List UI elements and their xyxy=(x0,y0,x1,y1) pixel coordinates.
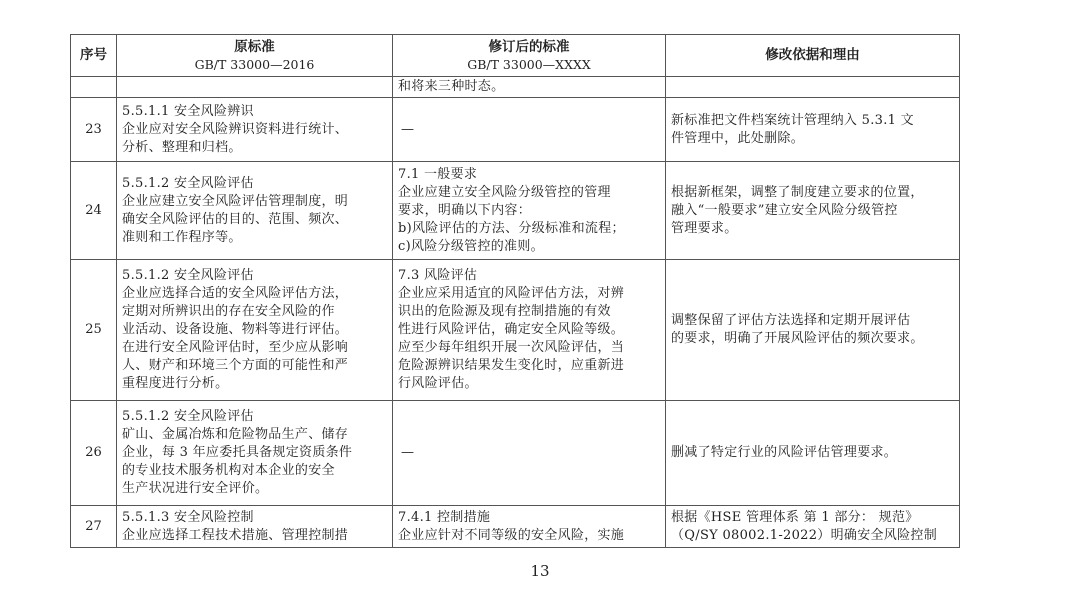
row-reason: 调整保留了评估方法选择和定期开展评估 的要求，明确了开展风险评估的频次要求。 xyxy=(666,260,960,401)
row-original: 5.5.1.1 安全风险辨识 企业应对安全风险辨识资料进行统计、 分析、整理和归档。 xyxy=(117,98,393,162)
row-original: 5.5.1.2 安全风险评估 企业应建立安全风险评估管理制度，明 确安全风险评估的目的、范围、频次、 准则和工作程序等。 xyxy=(117,162,393,260)
row-seq: 26 xyxy=(71,401,117,506)
row-reason: 根据《HSE 管理体系 第 1 部分： 规范》 （Q/SY 08002.1-2022）明确安全风险控制 xyxy=(666,506,960,548)
header-original-title: 原标准 xyxy=(234,38,275,55)
row-revised: 7.1 一般要求 企业应建立安全风险分级管控的管理 要求，明确以下内容： b)风险评估的方法、分级标准和流程； c)风险分级管控的准则。 xyxy=(393,162,666,260)
row-reason: 删减了特定行业的风险评估管理要求。 xyxy=(666,401,960,506)
header-revised-title: 修订后的标准 xyxy=(488,38,570,55)
row-seq: 27 xyxy=(71,506,117,548)
header-revised xyxy=(393,35,666,77)
row-reason: 新标准把文件档案统计管理纳入 5.3.1 文 件管理中，此处删除。 xyxy=(666,98,960,162)
header-reason: 修改依据和理由 xyxy=(666,35,960,77)
row-reason xyxy=(666,77,960,98)
comparison-table xyxy=(70,34,960,548)
row-revised: — xyxy=(393,98,666,162)
table-row xyxy=(71,506,960,548)
row-revised: 和将来三种时态。 xyxy=(393,77,666,98)
row-revised: 7.3 风险评估 企业应采用适宜的风险评估方法，对辨 识出的危险源及现有控制措施的有效 性进行风险评估，确定安全风险等级。 应至少每年组织开展一次风险评估，当 危险源辨识结果发生变化时，应重新进 行风险评估。 xyxy=(393,260,666,401)
header-seq: 序号 xyxy=(71,35,117,77)
row-seq: 24 xyxy=(71,162,117,260)
table-row xyxy=(71,401,960,506)
header-row xyxy=(71,35,960,77)
row-original xyxy=(117,77,393,98)
table-row xyxy=(71,98,960,162)
row-revised: — xyxy=(393,401,666,506)
page-number: 13 xyxy=(530,562,550,580)
row-original: 5.5.1.3 安全风险控制 企业应选择工程技术措施、管理控制措 xyxy=(117,506,393,548)
row-original: 5.5.1.2 安全风险评估 企业应选择合适的安全风险评估方法， 定期对所辨识出的存在安全风险的作 业活动、设备设施、物料等进行评估。 在进行安全风险评估时，至少应从影响 人、财产和环境三个方面的可能性和严 重程度进行分析。 xyxy=(117,260,393,401)
row-seq xyxy=(71,77,117,98)
row-seq: 25 xyxy=(71,260,117,401)
row-reason: 根据新框架，调整了制度建立要求的位置， 融入“一般要求”建立安全风险分级管控 管理要求。 xyxy=(666,162,960,260)
row-revised: 7.4.1 控制措施 企业应针对不同等级的安全风险，实施 xyxy=(393,506,666,548)
table-row xyxy=(71,162,960,260)
table-row xyxy=(71,260,960,401)
row-seq: 23 xyxy=(71,98,117,162)
header-original xyxy=(117,35,393,77)
header-original-std: GB/T 33000—2016 xyxy=(194,56,315,72)
header-revised-std: GB/T 33000—XXXX xyxy=(467,56,591,72)
table-row xyxy=(71,77,960,98)
row-original: 5.5.1.2 安全风险评估 矿山、金属冶炼和危险物品生产、储存 企业，每 3 年应委托具备规定资质条件 的专业技术服务机构对本企业的安全 生产状况进行安全评价。 xyxy=(117,401,393,506)
